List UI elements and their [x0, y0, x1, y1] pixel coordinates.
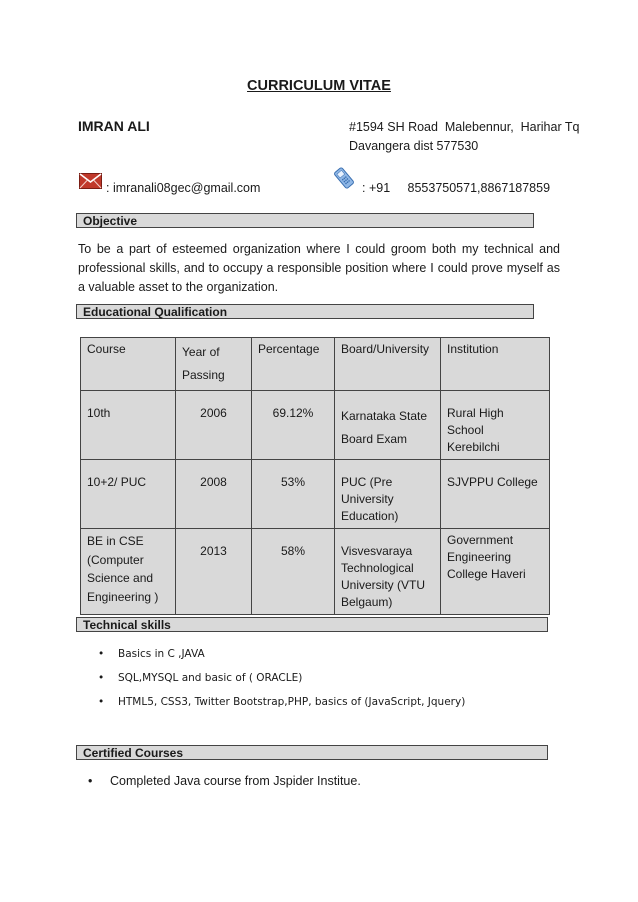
column-header-institution: Institution — [441, 338, 550, 391]
bullet-icon: • — [98, 672, 105, 684]
education-table — [80, 337, 550, 615]
column-header-board: Board/University — [335, 338, 441, 391]
table-row — [81, 460, 550, 529]
table-row — [81, 529, 550, 615]
column-header-percentage: Percentage — [252, 338, 335, 391]
candidate-name: IMRAN ALI — [78, 118, 150, 134]
list-item — [88, 774, 361, 788]
table-header-row — [81, 338, 550, 391]
address-line-2: Davangera dist 577530 — [349, 139, 479, 153]
cell-course: BE in CSE (Computer Science and Engineering ) — [81, 529, 176, 615]
cell-course: 10+2/ PUC — [81, 460, 176, 529]
objective-text: To be a part of esteemed organization where I could groom both my technical and professional skills, and to occupy a responsible position where I could prove myself as a valuable asset to the organization. — [78, 242, 560, 294]
cell-board: Karnataka State Board Exam — [335, 391, 441, 460]
address-block — [349, 118, 579, 156]
address-line-1: #1594 SH Road Malebennur, Harihar Tq — [349, 120, 580, 134]
cell-year: 2013 — [176, 529, 252, 615]
cell-percentage: 58% — [252, 529, 335, 615]
objective-heading: Objective — [76, 213, 534, 228]
skill-text: SQL,MYSQL and basic of ( ORACLE) — [118, 672, 303, 684]
cell-course: 10th — [81, 391, 176, 460]
skill-text: Basics in C ,JAVA — [118, 648, 205, 660]
bullet-icon: • — [98, 648, 105, 660]
certified-courses-heading: Certified Courses — [76, 745, 548, 760]
cell-percentage: 53% — [252, 460, 335, 529]
column-header-course: Course — [81, 338, 176, 391]
cell-board: Visvesvaraya Technological University (VTU Belgaum) — [335, 529, 441, 615]
phone-text: : +91 8553750571,8867187859 — [362, 181, 551, 195]
cell-board: PUC (Pre University Education) — [335, 460, 441, 529]
technical-skills-heading: Technical skills — [76, 617, 548, 632]
table-row — [81, 391, 550, 460]
education-heading: Educational Qualification — [76, 304, 534, 319]
cell-year: 2006 — [176, 391, 252, 460]
cell-institution: Government Engineering College Haveri — [441, 529, 550, 615]
cell-year: 2008 — [176, 460, 252, 529]
bullet-icon: • — [98, 696, 105, 708]
cell-institution: Rural High School Kerebilchi — [441, 391, 550, 460]
mail-icon — [79, 173, 102, 189]
cell-percentage: 69.12% — [252, 391, 335, 460]
document-title: CURRICULUM VITAE — [247, 78, 391, 94]
phone-icon — [333, 167, 355, 189]
cell-institution: SJVPPU College — [441, 460, 550, 529]
bullet-icon: • — [88, 774, 93, 788]
column-header-year: Year of Passing — [176, 338, 252, 391]
email-text: : imranali08gec@gmail.com — [106, 181, 261, 195]
skill-text: HTML5, CSS3, Twitter Bootstrap,PHP, basics of (JavaScript, Jquery) — [118, 696, 466, 708]
course-text: Completed Java course from Jspider Institue. — [110, 774, 361, 788]
